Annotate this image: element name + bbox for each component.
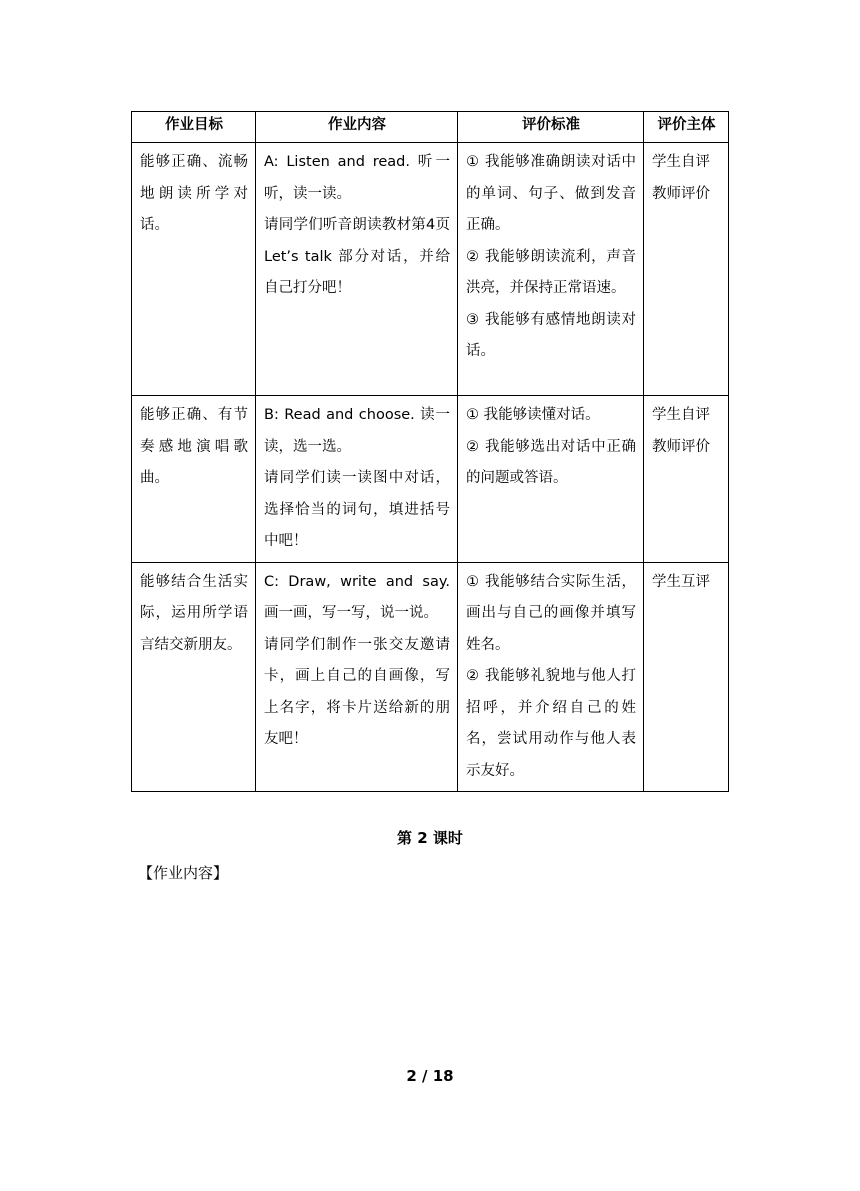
content-line: A: Listen and read. 听一听，读一读。 [264,154,450,202]
content-cell [256,562,458,792]
criteria-line: ② 我能够礼貌地与他人打招呼，并介绍自己的姓名，尝试用动作与他人表示友好。 [466,668,636,779]
header-subject: 评价主体 [644,112,729,143]
content-line: C: Draw, write and say. 画一画，写一写，说一说。 [264,573,450,621]
goal-text: 能够结合生活实际，运用所学语言结交新朋友。 [140,573,248,653]
subject-line: 教师评价 [652,185,710,202]
content-cell [256,396,458,563]
content-line: 请同学们听音朗读教材第4页 Let’s talk 部分对话，并给自己打分吧！ [264,217,450,296]
subject-line: 教师评价 [652,438,710,455]
content-line: 请同学们制作一张交友邀请卡，画上自己的自画像，写上名字，将卡片送给新的朋友吧！ [264,636,450,747]
table-row [132,396,729,563]
lesson-title: 第 2 课时 [397,829,463,847]
criteria-line: ③ 我能够有感情地朗读对话。 [466,311,636,359]
header-goal: 作业目标 [132,112,256,143]
subject-cell [644,396,729,563]
goal-cell [132,143,256,396]
table-header-row [132,112,729,143]
homework-table-container [131,111,728,792]
homework-evaluation-table [131,111,729,792]
content-line: B: Read and choose. 读一读，选一选。 [264,407,450,455]
goal-cell [132,562,256,792]
criteria-cell [458,562,644,792]
goal-text: 能够正确、流畅地朗读所学对话。 [140,154,248,233]
page-number: 2 / 18 [406,1067,454,1085]
table-row [132,562,729,792]
criteria-line: ② 我能够选出对话中正确的问题或答语。 [466,438,636,486]
subject-cell [644,143,729,396]
criteria-line: ① 我能够读懂对话。 [466,407,600,423]
criteria-cell [458,143,644,396]
goal-text: 能够正确、有节奏感地演唱歌曲。 [140,407,248,486]
header-content: 作业内容 [256,112,458,143]
subject-line: 学生互评 [652,573,710,590]
homework-content-label: 【作业内容】 [138,864,229,882]
criteria-cell [458,396,644,563]
criteria-line: ② 我能够朗读流利，声音洪亮，并保持正常语速。 [466,248,636,296]
subject-line: 学生自评 [652,154,710,170]
subject-cell [644,562,729,792]
table-row [132,143,729,396]
goal-cell [132,396,256,563]
criteria-line: ① 我能够结合实际生活，画出与自己的画像并填写姓名。 [466,573,636,653]
criteria-line: ① 我能够准确朗读对话中的单词、句子、做到发音正确。 [466,154,636,233]
content-line: 请同学们读一读图中对话，选择恰当的词句，填进括号中吧！ [264,470,450,549]
subject-line: 学生自评 [652,407,710,423]
content-cell [256,143,458,396]
header-criteria: 评价标准 [458,112,644,143]
